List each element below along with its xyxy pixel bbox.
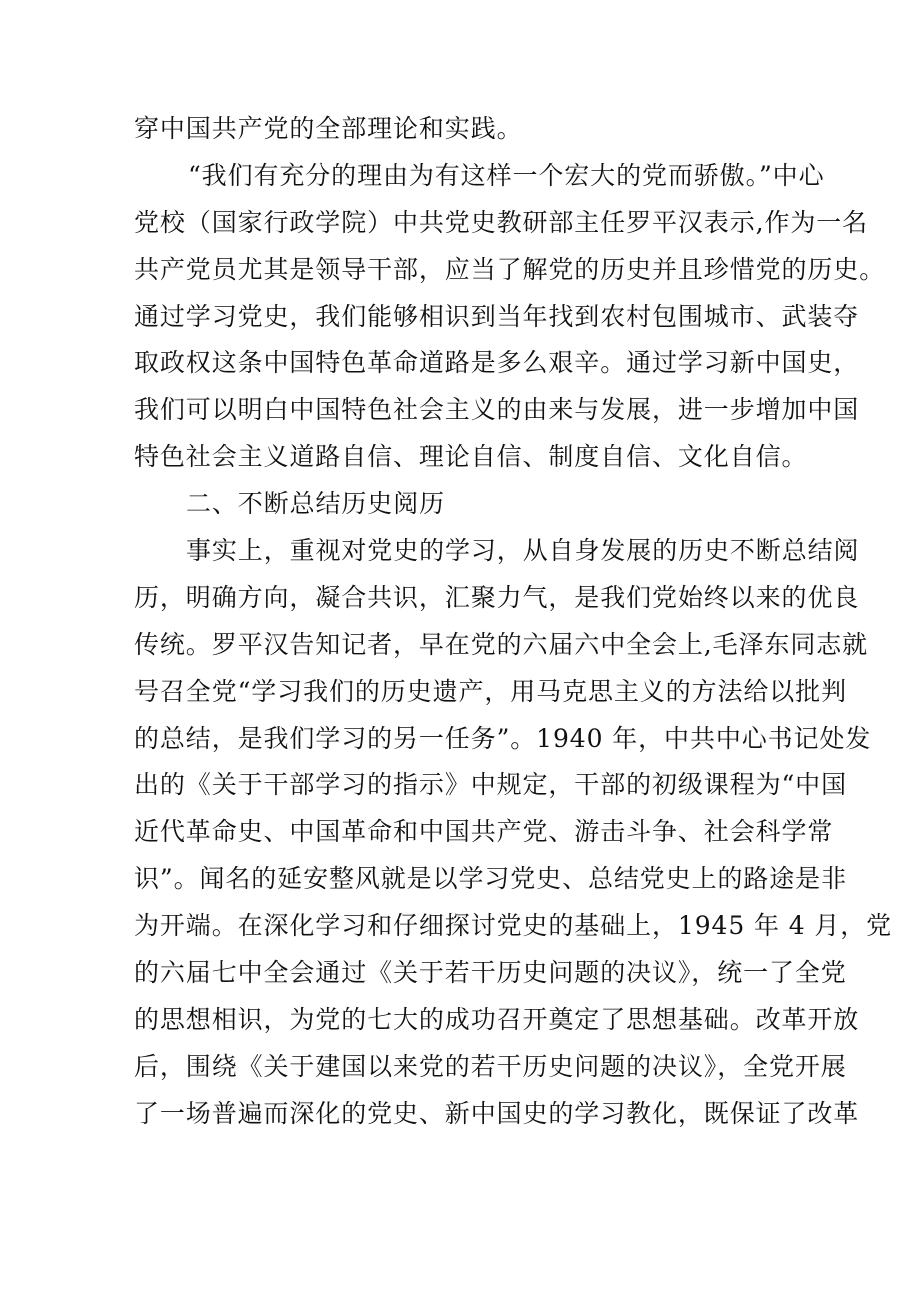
text-line: 识”。闻名的延安整风就是以学习党史、总结党史上的路途是非 — [134, 864, 847, 894]
text-line: 历，明确方向，凝合共识，汇聚力气，是我们党始终以来的优良 — [134, 582, 860, 612]
text-line: 取政权这条中国特色革命道路是多么艰辛。通过学习新中国史， — [134, 348, 860, 378]
text-line: 我们可以明白中国特色社会主义的由来与发展，进一步增加中国 — [134, 395, 860, 425]
text-line: 党校（国家行政学院）中共党史教研部主任罗平汉表示,作为一名 — [134, 207, 869, 237]
text-line: 特色社会主义道路自信、理论自信、制度自信、文化自信。 — [134, 442, 808, 472]
text-line: 穿中国共产党的全部理论和实践。 — [134, 114, 523, 143]
text-line: 通过学习党史，我们能够相识到当年找到农村包围城市、武装夺 — [134, 301, 860, 331]
text-line: 为开端。在深化学习和仔细探讨党史的基础上，1945 年 4 月，党 — [134, 911, 893, 941]
text-line: 事实上，重视对党史的学习，从自身发展的历史不断总结阅 — [186, 536, 860, 566]
text-line: 近代革命史、中国革命和中国共产党、游击斗争、社会科学常 — [134, 817, 834, 847]
text-line: 的六届七中全会通过《关于若干历史问题的决议》，统一了全党 — [134, 958, 847, 988]
document-body — [134, 106, 893, 1138]
text-line: 出的《关于干部学习的指示》中规定，干部的初级课程为“中国 — [134, 770, 847, 800]
text-line: 的思想相识，为党的七大的成功召开奠定了思想基础。改革开放 — [134, 1004, 860, 1034]
text-line: 了一场普遍而深化的党史、新中国史的学习教化，既保证了改革 — [134, 1098, 860, 1128]
text-line: 号召全党“学习我们的历史遗产，用马克思主义的方法给以批判 — [134, 676, 847, 706]
text-line: 共产党员尤其是领导干部，应当了解党的历史并且珍惜党的历史。 — [134, 254, 886, 284]
section-heading: 二、不断总结历史阅历 — [186, 489, 446, 519]
text-line: 后，围绕《关于建国以来党的若干历史问题的决议》，全党开展 — [134, 1051, 847, 1081]
text-line: 的总结，是我们学习的另一任务”。1940 年，中共中心书记处发 — [134, 723, 872, 753]
text-line: 传统。罗平汉告知记者，早在党的六届六中全会上,毛泽东同志就 — [134, 629, 869, 659]
text-line: “我们有充分的理由为有这样一个宏大的党而骄傲。”中心 — [188, 160, 825, 190]
